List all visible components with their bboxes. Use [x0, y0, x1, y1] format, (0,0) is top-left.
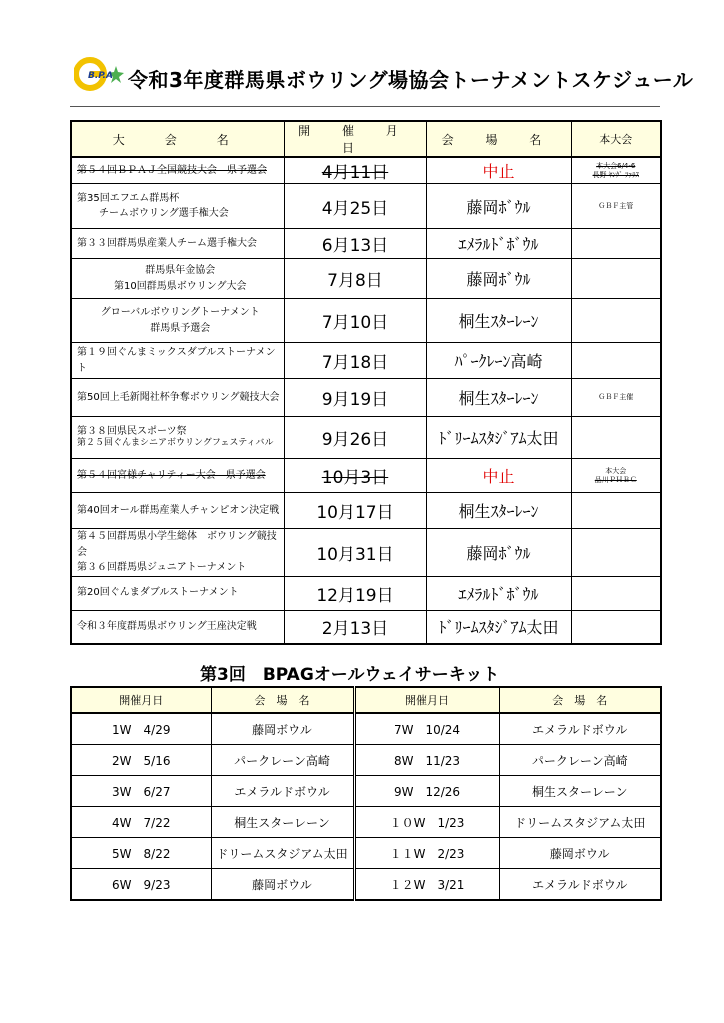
circuit-venue: エメラルドボウル: [499, 869, 661, 901]
tournament-venue: ﾊﾟｰｸﾚｰﾝ高崎: [426, 343, 571, 379]
tournament-name: 第20回ぐんまダブルストーナメント: [71, 576, 284, 610]
tournament-name: 第40回オール群馬産業人チャンピオン決定戦: [71, 493, 284, 529]
tournament-venue: 桐生ｽﾀｰﾚｰﾝ: [426, 299, 571, 343]
tournament-venue: 桐生ｽﾀｰﾚｰﾝ: [426, 379, 571, 417]
table-row: [71, 417, 661, 459]
table-row: [71, 529, 661, 577]
main-tournament-note: [571, 493, 661, 529]
circuit-date: １２W 3/21: [354, 869, 499, 901]
tournament-date: 6月13日: [284, 229, 426, 259]
tournament-venue: 藤岡ﾎﾞｳﾙ: [426, 184, 571, 229]
tournament-name: 第３３回群馬県産業人チーム選手権大会: [71, 229, 284, 259]
title-divider: [70, 106, 660, 107]
tournament-name: 第１９回ぐんまミックスダブルストーナメント: [71, 343, 284, 379]
tournament-name: 第35回エフエム群馬杯 チームボウリング選手権大会: [71, 184, 284, 229]
main-tournament-note: [571, 299, 661, 343]
circuit-venue: パークレーン高崎: [211, 745, 354, 776]
table-row: [71, 299, 661, 343]
tournament-venue: ﾄﾞﾘｰﾑｽﾀｼﾞｱﾑ太田: [426, 610, 571, 644]
tournament-name: 第５４回宮様チャリティー大会 県予選会: [71, 459, 284, 493]
circuit-date: 8W 11/23: [354, 745, 499, 776]
tournament-venue: 桐生ｽﾀｰﾚｰﾝ: [426, 493, 571, 529]
header-date: 開催月日: [71, 687, 211, 713]
tournament-name: 第50回上毛新聞社杯争奪ボウリング競技大会: [71, 379, 284, 417]
header-venue: 会 場 名: [499, 687, 661, 713]
header-date: 開催月日: [354, 687, 499, 713]
main-tournament-note: 本大会6/4-6 長野 ﾔﾝｸﾞ ﾌｧﾗｽ: [571, 157, 661, 184]
tournament-schedule-table: [70, 120, 662, 645]
main-tournament-note: [571, 576, 661, 610]
table-row: [71, 157, 661, 184]
tournament-venue: ｴﾒﾗﾙﾄﾞﾎﾞｳﾙ: [426, 576, 571, 610]
main-tournament-note: [571, 229, 661, 259]
circuit-title: 第3回 BPAGオールウェイサーキット: [200, 665, 500, 685]
main-tournament-note: [571, 610, 661, 644]
table-row: [71, 184, 661, 229]
tournament-date: 12月19日: [284, 576, 426, 610]
circuit-venue: 藤岡ボウル: [211, 869, 354, 901]
table-row: [71, 493, 661, 529]
circuit-date: 6W 9/23: [71, 869, 211, 901]
tournament-venue: 中止: [426, 157, 571, 184]
table-row: [71, 229, 661, 259]
tournament-venue: 中止: [426, 459, 571, 493]
bpa-logo: [74, 56, 126, 92]
circuit-venue: エメラルドボウル: [211, 776, 354, 807]
circuit-date: 4W 7/22: [71, 807, 211, 838]
tournament-date: 4月11日: [284, 157, 426, 184]
tournament-date: 7月18日: [284, 343, 426, 379]
tournament-date: 4月25日: [284, 184, 426, 229]
tournament-date: 9月26日: [284, 417, 426, 459]
main-tournament-note: [571, 343, 661, 379]
circuit-venue: 桐生スターレーン: [211, 807, 354, 838]
tournament-date: 10月17日: [284, 493, 426, 529]
table-row: [71, 610, 661, 644]
main-tournament-note: ＧＢＦ主催: [571, 379, 661, 417]
circuit-venue: 藤岡ボウル: [211, 713, 354, 745]
header-venue: 会 場 名: [426, 121, 571, 157]
circuit-venue: ドリームスタジアム太田: [499, 807, 661, 838]
tournament-date: 7月10日: [284, 299, 426, 343]
table-row: [71, 379, 661, 417]
circuit-venue: パークレーン高崎: [499, 745, 661, 776]
table-row: [71, 459, 661, 493]
table-row: [71, 745, 661, 776]
tournament-name: 第５４回ＢＰＡＪ全国競技大会 県予選会: [71, 157, 284, 184]
circuit-venue: 桐生スターレーン: [499, 776, 661, 807]
circuit-date: 1W 4/29: [71, 713, 211, 745]
document-title: 令和3年度群馬県ボウリング場協会トーナメントスケジュール: [128, 68, 694, 92]
circuit-date: 2W 5/16: [71, 745, 211, 776]
main-tournament-note: [571, 259, 661, 299]
header-main-tournament: 本大会: [571, 121, 661, 157]
main-tournament-note: [571, 417, 661, 459]
tournament-venue: 藤岡ﾎﾞｳﾙ: [426, 529, 571, 577]
tournament-date: 7月8日: [284, 259, 426, 299]
circuit-date: 3W 6/27: [71, 776, 211, 807]
circuit-venue: エメラルドボウル: [499, 713, 661, 745]
tournament-name: グローバルボウリングトーナメント 群馬県予選会: [71, 299, 284, 343]
header-date: 開 催 月 日: [284, 121, 426, 157]
tournament-date: 2月13日: [284, 610, 426, 644]
tournament-name: 群馬県年金協会 第10回群馬県ボウリング大会: [71, 259, 284, 299]
tournament-venue: 藤岡ﾎﾞｳﾙ: [426, 259, 571, 299]
tournament-venue: ﾄﾞﾘｰﾑｽﾀｼﾞｱﾑ太田: [426, 417, 571, 459]
logo-text: B.P.A: [88, 71, 113, 81]
header-venue: 会 場 名: [211, 687, 354, 713]
circuit-venue: 藤岡ボウル: [499, 838, 661, 869]
circuit-date: 7W 10/24: [354, 713, 499, 745]
tournament-date: 10月31日: [284, 529, 426, 577]
circuit-date: １０W 1/23: [354, 807, 499, 838]
circuit-schedule-table: [70, 686, 662, 901]
table-row: [71, 807, 661, 838]
table-row: [71, 343, 661, 379]
table-row: [71, 576, 661, 610]
circuit-venue: ドリームスタジアム太田: [211, 838, 354, 869]
circuit-date: １１W 2/23: [354, 838, 499, 869]
table-row: [71, 838, 661, 869]
tournament-name: 令和３年度群馬県ボウリング王座決定戦: [71, 610, 284, 644]
tournament-date: 10月3日: [284, 459, 426, 493]
circuit-date: 5W 8/22: [71, 838, 211, 869]
table-row: [71, 869, 661, 901]
table-row: [71, 259, 661, 299]
table-row: [71, 776, 661, 807]
tournament-name: 第３８回県民スポーツ祭 第２５回ぐんまシニアボウリングフェスティバル: [71, 417, 284, 459]
main-tournament-note: 本大会 品川ＰＨＢＣ: [571, 459, 661, 493]
table-row: [71, 713, 661, 745]
tournament-date: 9月19日: [284, 379, 426, 417]
header-tournament-name: 大 会 名: [71, 121, 284, 157]
tournament-name: 第４５回群馬県小学生総体 ボウリング競技会 第３６回群馬県ジュニアトーナメント: [71, 529, 284, 577]
circuit-date: 9W 12/26: [354, 776, 499, 807]
tournament-venue: ｴﾒﾗﾙﾄﾞﾎﾞｳﾙ: [426, 229, 571, 259]
main-tournament-note: ＧＢＦ主管: [571, 184, 661, 229]
main-tournament-note: [571, 529, 661, 577]
